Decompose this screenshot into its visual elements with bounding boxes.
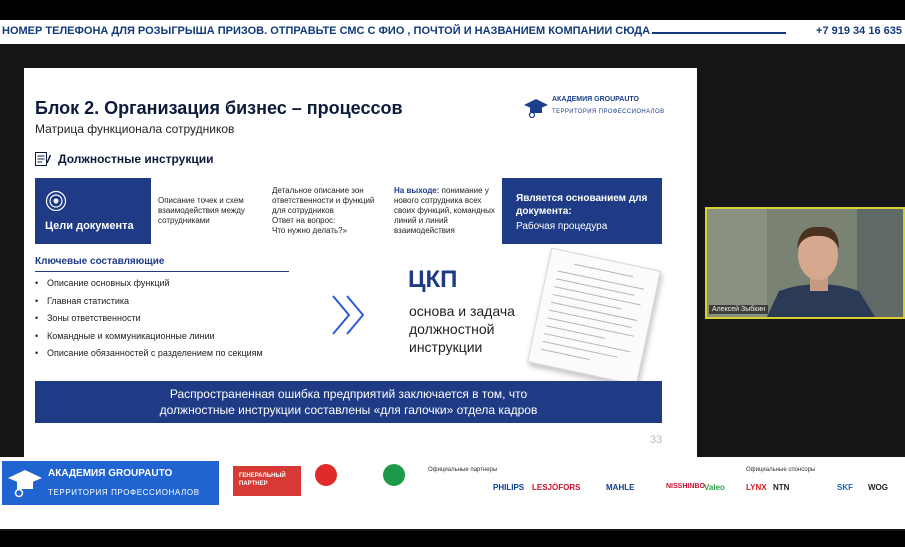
- ngk-logo: [315, 464, 337, 486]
- speaker-video: [707, 209, 903, 317]
- list-item-text: Командные и коммуникационные линии: [47, 330, 215, 341]
- document-icon: [35, 152, 51, 166]
- list-item: • Зоны ответственности: [35, 313, 141, 323]
- ticker-phone: +7 919 34 16 635: [816, 25, 902, 37]
- basis-box: [502, 178, 662, 244]
- key-components-list: [35, 278, 263, 366]
- basis-title: Является основанием для документа:: [516, 193, 648, 217]
- key-components-underline: [35, 271, 289, 272]
- list-item: • Описание обязанностей с разделением по секциям: [35, 348, 263, 358]
- slide-title: Блок 2. Организация бизнес – процессов: [35, 98, 403, 118]
- partner-brand: LESJÖFORS: [532, 483, 581, 492]
- target-icon: [45, 190, 67, 212]
- goal-description-3-text: понимание у нового сотрудника всех своих функций, командных линий и линий взаимодействия: [394, 186, 495, 235]
- footer-logo-sub: ТЕРРИТОРИЯ ПРОФЕССИОНАЛОВ: [48, 488, 200, 497]
- list-item-text: Зоны ответственности: [47, 313, 141, 323]
- general-partner-badge: ГЕНЕРАЛЬНЫЙ ПАРТНЕР: [233, 466, 301, 496]
- document-paper-image: [527, 248, 661, 386]
- sponsor-brand: LYNX: [746, 483, 767, 492]
- ckp-heading: ЦКП: [408, 266, 458, 293]
- slide-subtitle: Матрица функционала сотрудников: [35, 122, 235, 136]
- logo-main-text: АКАДЕМИЯ GROUPAUTO: [552, 96, 639, 103]
- partner-brand: PHILIPS: [493, 483, 525, 492]
- basis-value: Рабочая процедура: [516, 221, 608, 232]
- academy-logo: [524, 95, 674, 121]
- graduation-cap-icon: [8, 468, 42, 498]
- goal-description-2-question: Ответ на вопрос:: [272, 216, 336, 225]
- list-item: • Описание основных функций: [35, 278, 170, 288]
- goal-description-1: Описание точек и схем взаимодействия между сотрудниками: [158, 196, 245, 225]
- sponsor-brand: WOG: [868, 483, 888, 492]
- partner-brand: MAHLE: [606, 483, 635, 492]
- banner-line-1: Распространенная ошибка предприятий заключается в том, что: [169, 387, 528, 401]
- ticker-text: НОМЕР ТЕЛЕФОНА ДЛЯ РОЗЫГРЫША ПРИЗОВ. ОТПРАВЬТЕ СМС С ФИО , ПОЧТОЙ И НАЗВАНИЕМ КОМПАНИИ СЮДА: [2, 25, 651, 37]
- goal-description-3: [394, 186, 500, 236]
- partner-brand: NISSHINBO: [666, 483, 705, 490]
- key-components-title: Ключевые составляющие: [35, 256, 165, 267]
- goal-label: Цели документа: [45, 220, 134, 232]
- ticker-bar: [0, 20, 905, 44]
- footer-academy-logo: [2, 461, 219, 505]
- footer-logo-main: АКАДЕМИЯ GROUPAUTO: [48, 468, 173, 479]
- slide-page-number: 33: [650, 434, 663, 446]
- warning-banner: [35, 381, 662, 423]
- logo-sub-text: ТЕРРИТОРИЯ ПРОФЕССИОНАЛОВ: [552, 109, 665, 115]
- sponsor-brand: NTN: [773, 483, 790, 492]
- participant-name: Алексей Зыбкин: [709, 305, 768, 314]
- goal-description-2-text: Детальное описание зон ответственности и функций для сотрудников: [272, 186, 375, 215]
- partners-caption: Официальные партнеры: [428, 467, 498, 473]
- banner-line-2: должностные инструкции составлены «для галочки» отдела кадров: [159, 403, 538, 417]
- graduation-cap-icon: [524, 97, 548, 119]
- list-item-text: Главная статистика: [47, 295, 130, 306]
- goal-description-2-answer: Что нужно делать?»: [272, 226, 348, 235]
- goal-description-3-lead: На выходе:: [394, 186, 440, 195]
- sponsor-footer: [0, 457, 905, 529]
- list-item-text: Описание основных функций: [47, 278, 170, 288]
- section-title: Должностные инструкции: [58, 152, 214, 166]
- sponsors-caption: Официальные спонсоры: [746, 467, 816, 473]
- goal-box: [35, 178, 151, 244]
- partner-brand: Valeo: [704, 483, 725, 492]
- webcam-video-tile[interactable]: [705, 207, 905, 319]
- goal-description-2: [272, 186, 390, 236]
- ckp-description: основа и задача должностной инструкции: [409, 303, 515, 355]
- double-chevron-right-icon: [330, 294, 370, 336]
- ntk-logo: [383, 464, 405, 486]
- list-item: • Командные и коммуникационные линии: [35, 330, 215, 341]
- ticker-divider: [652, 32, 786, 34]
- list-item-text: Описание обязанностей с разделением по секциям: [47, 348, 263, 358]
- list-item: • Главная статистика: [35, 295, 130, 306]
- presentation-slide: [24, 68, 697, 457]
- sponsor-brand: SKF: [837, 483, 853, 492]
